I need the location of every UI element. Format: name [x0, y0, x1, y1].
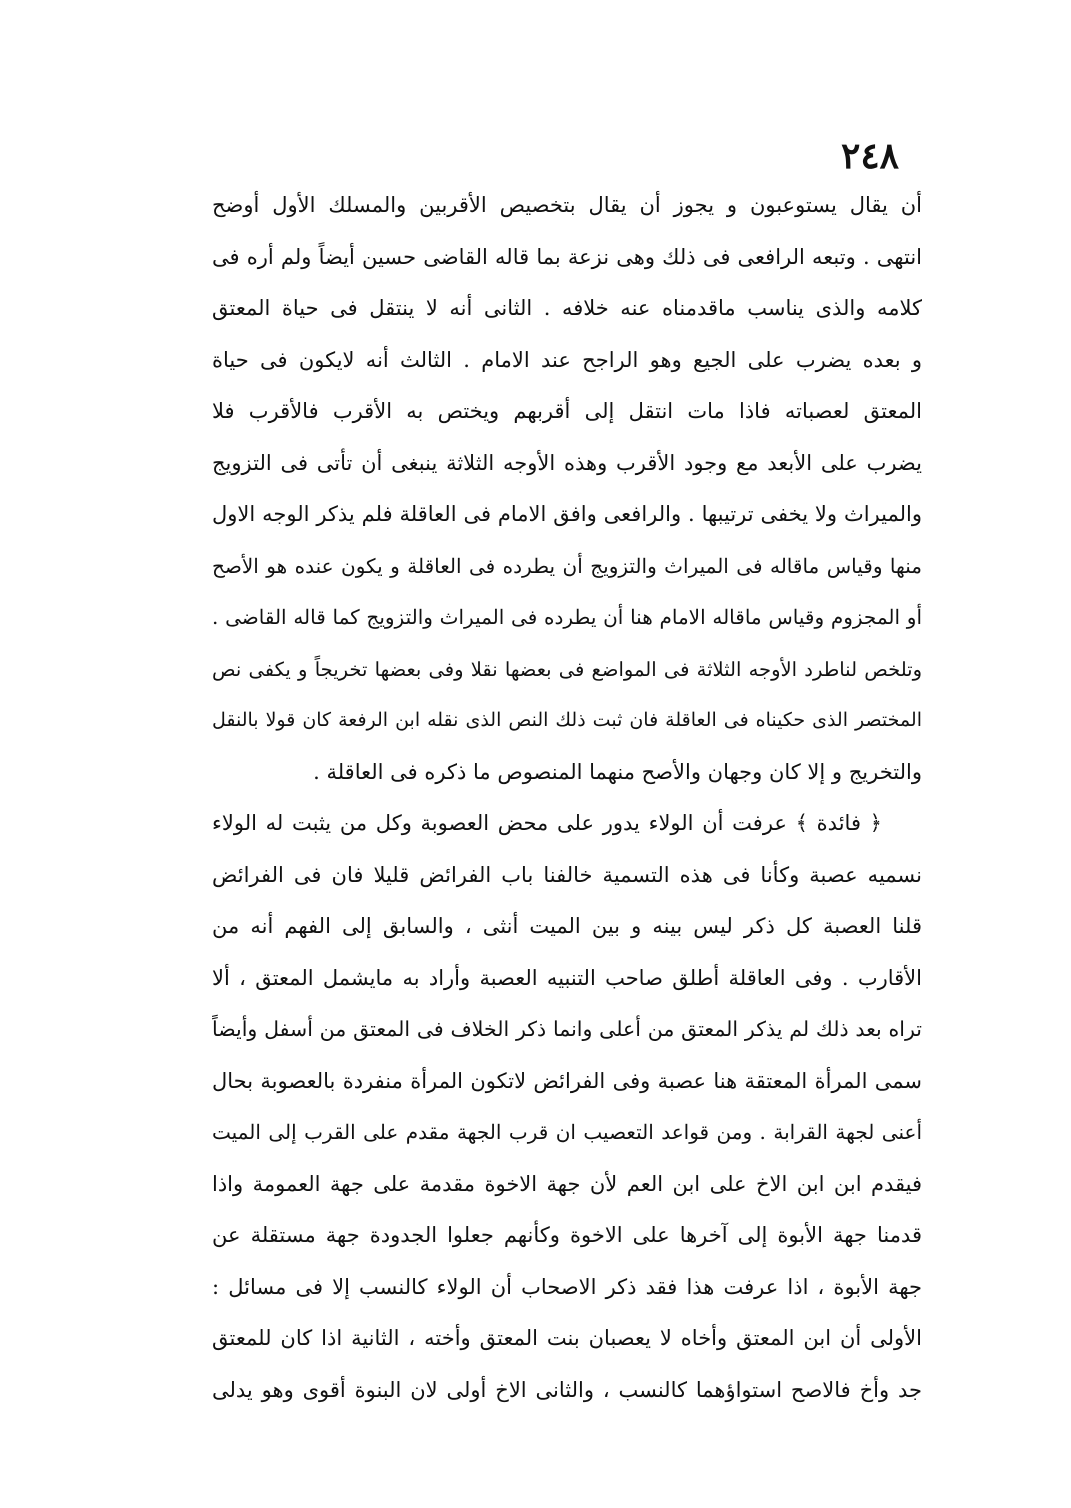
- text-line: المختصر الذى حكيناه فى العاقلة فان ثبت ذلك النص الذى نقله ابن الرفعة كان قولا بالنقل: [212, 709, 922, 731]
- text-line: وتلخص لناطرد الأوجه الثلاثة فى المواضع فى بعضها نقلا وفى بعضها تخريجاً و يكفى نص: [212, 657, 922, 681]
- text-line: يضرب على الأبعد مع وجود الأقرب وهذه الأوجه الثلاثة ينبغى أن تأتى فى التزويج: [212, 450, 922, 475]
- text-line: أن يقال يستوعبون و يجوز أن يقال بتخصيص الأقربين والمسلك الأول أوضح: [212, 193, 922, 217]
- faida-heading-line: ﴿ فائدة ﴾ عرفت أن الولاء يدور على محض العصوبة وكل من يثبت له الولاء: [212, 811, 882, 835]
- text-line: نسميه عصبة وكأنا فى هذه التسمية خالفنا باب الفرائض قليلا فان فى الفرائض: [212, 862, 922, 887]
- text-line: جد وأخ فالاصح استواؤهما كالنسب ، والثانى الاخ أولى لان البنوة أقوى وهو يدلى: [212, 1377, 922, 1402]
- text-line: منها وقياس ماقاله فى الميراث والتزويج أن يطرده فى العاقلة و يكون عنده هو الأصح: [212, 553, 922, 578]
- text-line: الأقارب . وفى العاقلة أطلق صاحب التنبيه العصبة وأراد به مايشمل المعتق ، ألا: [212, 965, 922, 990]
- text-line: سمى المرأة المعتقة هنا عصبة وفى الفرائض لاتكون المرأة منفردة بالعصوبة بحال: [212, 1068, 922, 1093]
- text-line: المعتق لعصباته فاذا مات انتقل إلى أقربهم ويختص به الأقرب فالأقرب فلا: [212, 399, 922, 423]
- text-line: فيقدم ابن ابن الاخ على ابن العم لأن جهة الاخوة مقدمة على جهة العمومة واذا: [212, 1171, 922, 1196]
- text-line: انتهى . وتبعه الرافعى فى ذلك وهى نزعة بما قاله القاضى حسين أيضاً ولم أره فى: [212, 244, 922, 269]
- text-line: والميراث ولا يخفى ترتيبها . والرافعى وافق الامام فى العاقلة فلم يذكر الوجه الاول: [212, 502, 922, 526]
- body-text: [212, 180, 922, 1416]
- text-line: الأولى أن ابن المعتق وأخاه لا يعصبان بنت المعتق وأخته ، الثانية اذا كان للمعتق: [212, 1326, 922, 1350]
- paragraph-end-line: والتخريج و إلا كان وجهان والأصح منهما المنصوص ما ذكره فى العاقلة .: [313, 759, 922, 784]
- text-line: قلنا العصبة كل ذكر ليس بينه و بين الميت أنثى ، والسابق إلى الفهم أنه من: [212, 914, 922, 938]
- text-line: قدمنا جهة الأبوة إلى آخرها على الاخوة وكأنهم جعلوا الجدودة جهة مستقلة عن: [212, 1223, 922, 1247]
- text-line: أو المجزوم وقياس ماقاله الامام هنا أن يطرده فى الميراث والتزويج كما قاله القاضى .: [212, 605, 922, 629]
- page-number: ٢٤٨: [840, 135, 899, 177]
- text-line: كلامه والذى يناسب ماقدمناه عنه خلافه . الثانى أنه لا ينتقل فى حياة المعتق: [212, 296, 922, 320]
- text-line: أعنى لجهة القرابة . ومن قواعد التعصيب ان قرب الجهة مقدم على القرب إلى الميت: [212, 1120, 922, 1144]
- text-line: و بعده يضرب على الجيع وهو الراجح عند الامام . الثالث أنه لايكون فى حياة: [212, 347, 922, 372]
- text-line: تراه بعد ذلك لم يذكر المعتق من أعلى وانما ذكر الخلاف فى المعتق من أسفل وأيضاً: [212, 1017, 922, 1041]
- text-line: جهة الأبوة ، اذا عرفت هذا فقد ذكر الاصحاب أن الولاء كالنسب إلا فى مسائل :: [212, 1274, 922, 1299]
